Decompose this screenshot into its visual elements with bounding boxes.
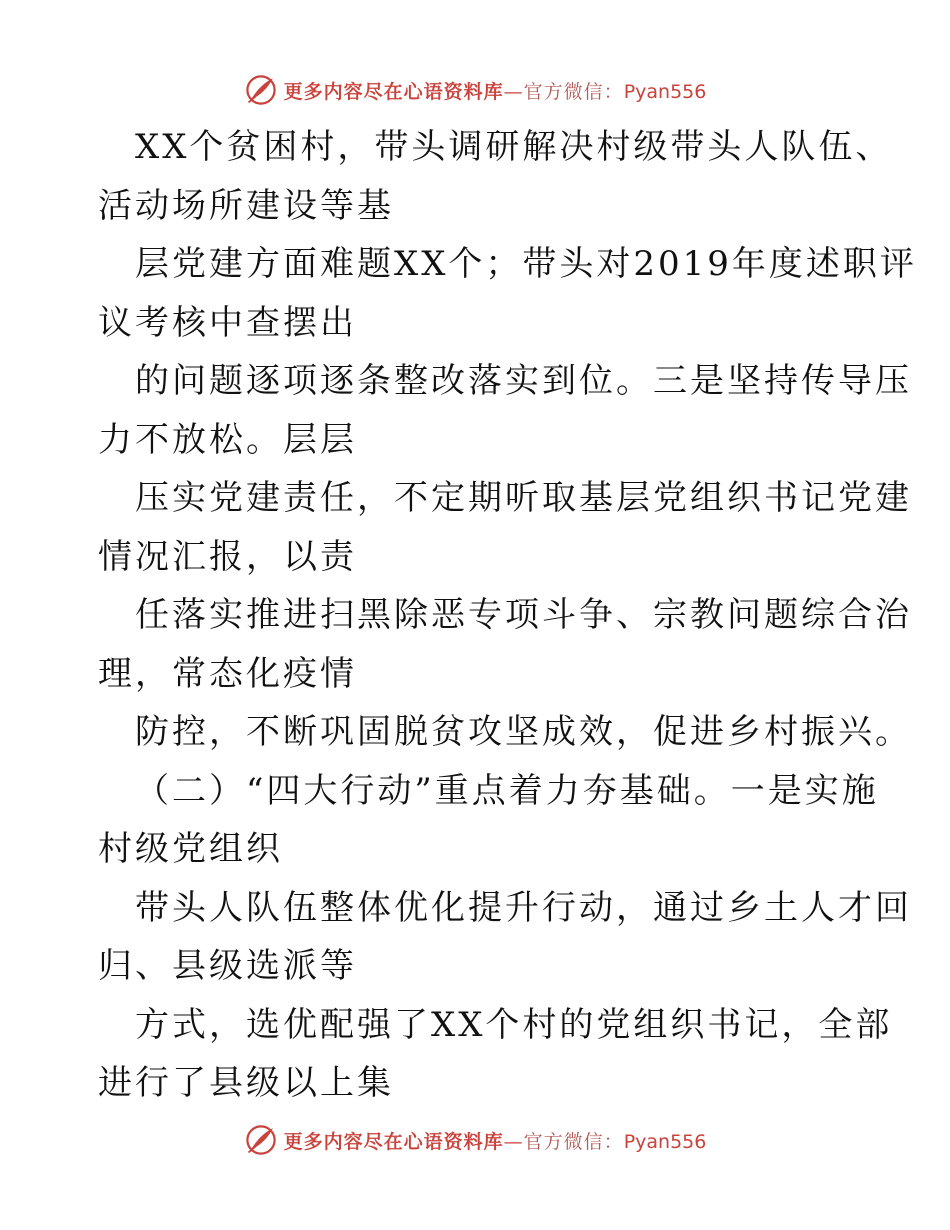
- text-line: 压实党建责任，不定期听取基层党组织书记党建: [135, 478, 912, 518]
- banner-separator: —: [503, 1130, 524, 1153]
- text-line: 方式，选优配强了XX个村的党组织书记，全部: [135, 1004, 893, 1045]
- banner-site-text: 更多内容尽在心语资料库: [283, 1130, 504, 1153]
- quill-pen-logo-icon: [244, 73, 278, 107]
- banner-wechat-id: Pyan556: [623, 1130, 707, 1153]
- text-line: XX个贫困村，带头调研解决村级带头人队伍、: [135, 127, 893, 167]
- text-line: 进行了县级以上集: [98, 1063, 394, 1103]
- banner-wechat-label: 官方微信：: [523, 1130, 624, 1153]
- text-line: 归、县级选派等: [98, 946, 357, 986]
- text-line: 的问题逐项逐条整改落实到位。三是坚持传导压: [135, 361, 912, 401]
- banner-text: [284, 77, 707, 104]
- text-line: 防控，不断巩固脱贫攻坚成效，促进乡村振兴。: [135, 712, 912, 752]
- banner-site-text: 更多内容尽在心语资料库: [283, 80, 504, 103]
- text-line: 情况汇报，以责: [98, 536, 357, 577]
- text-line: （二）“四大行动”重点着力夯基础。一是实施: [135, 770, 879, 811]
- footer-banner: [0, 1120, 950, 1160]
- header-banner: [0, 70, 950, 110]
- text-line: 带头人队伍整体优化提升行动，通过乡土人才回: [135, 887, 912, 928]
- banner-wechat-label: 官方微信：: [523, 80, 624, 103]
- text-line: 议考核中查摆出: [98, 302, 357, 343]
- text-line: 村级党组织: [98, 829, 283, 869]
- quill-pen-logo-icon: [244, 1123, 278, 1157]
- text-line: 层党建方面难题XX个；带头对2019年度述职评: [135, 244, 917, 284]
- text-line: 活动场所建设等基: [98, 185, 394, 226]
- text-line: 任落实推进扫黑除恶专项斗争、宗教问题综合治: [135, 595, 912, 635]
- banner-wechat-id: Pyan556: [623, 80, 707, 103]
- text-line: 理，常态化疫情: [98, 653, 357, 694]
- banner-text: [284, 1127, 707, 1154]
- document-body: [98, 118, 917, 1113]
- banner-separator: —: [503, 80, 524, 103]
- text-line: 力不放松。层层: [98, 419, 357, 460]
